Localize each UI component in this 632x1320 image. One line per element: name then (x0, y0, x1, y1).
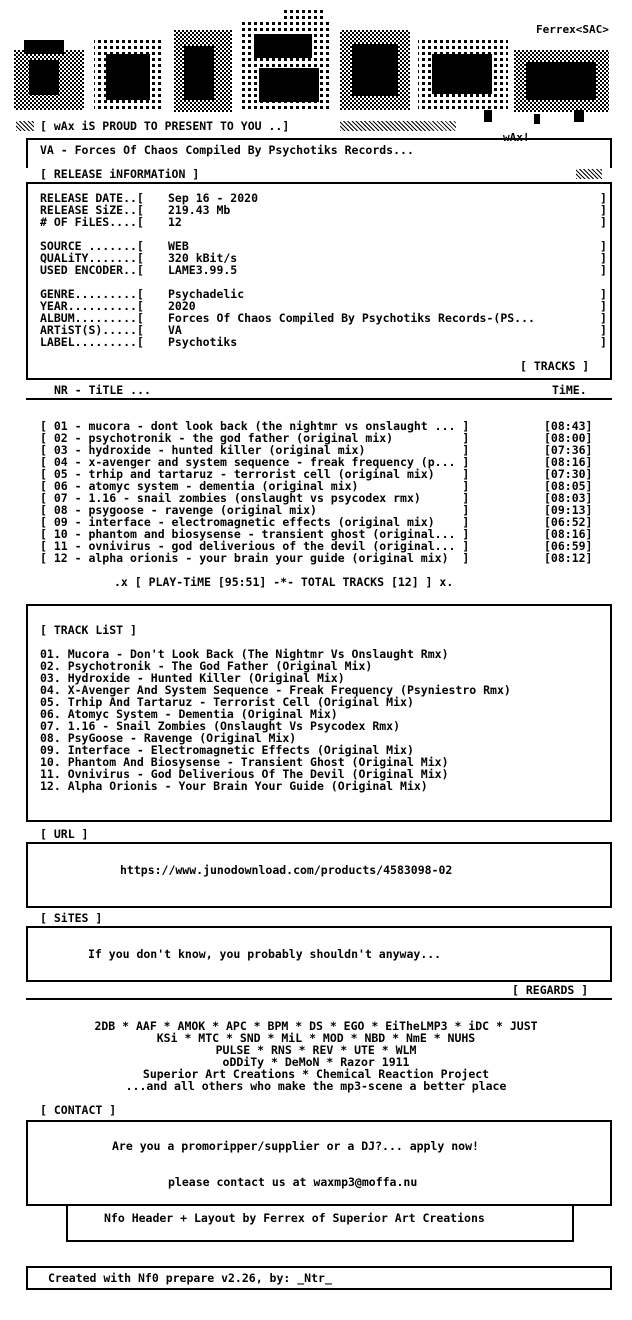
track-list-item: 09. Interface - Electromagnetic Effects (Original Mix) (40, 743, 414, 757)
release-info-label: YEAR..........[ (40, 299, 144, 313)
section-title-contact: [ CONTACT ] (40, 1103, 117, 1117)
track-list-item: 12. Alpha Orionis - Your Brain Your Guide (Original Mix) (40, 779, 428, 793)
release-info-value: 2020 (168, 299, 196, 313)
section-title-regards: [ REGARDS ] (512, 983, 589, 997)
track-row-title: [ 11 - ovnivirus - god deliverious of the devil (original... ] (40, 539, 470, 553)
release-info-label: LABEL.........[ (40, 335, 144, 349)
divider (26, 378, 612, 380)
section-title-release-info: [ RELEASE iNFORMATiON ] (40, 167, 200, 181)
bracket-decor: ] (600, 287, 607, 301)
bracket-decor: ] (600, 263, 607, 277)
hatch-decor (576, 169, 602, 179)
ascii-credit: Ferrex<SAC> (536, 23, 609, 36)
bracket-decor: ] (600, 323, 607, 337)
release-info-value: VA (168, 323, 182, 337)
track-list-item: 11. Ovnivirus - God Deliverious Of The Devil (Original Mix) (40, 767, 449, 781)
track-list-item: 03. Hydroxide - Hunted Killer (Original Mix) (40, 671, 345, 685)
logo-art (14, 10, 614, 128)
track-row-time: [08:00] (544, 431, 593, 445)
track-row-time: [06:52] (544, 515, 593, 529)
release-info-value: Psychadelic (168, 287, 245, 301)
track-row-title: [ 04 - x-avenger and system sequence - freak frequency (p... ] (40, 455, 470, 469)
contact-line-apply: Are you a promoripper/supplier or a DJ?... apply now! (112, 1139, 479, 1153)
playtime-summary: .x [ PLAY-TiME [95:51] -*- TOTAL TRACKS [12] ] x. (114, 575, 454, 589)
divider (26, 998, 612, 1000)
release-info-label: RELEASE SiZE..[ (40, 203, 144, 217)
bracket-decor: ] (600, 251, 607, 265)
track-row-time: [08:43] (544, 419, 593, 433)
track-row-title: [ 12 - alpha orionis - your brain your guide (original mix) ] (40, 551, 470, 565)
track-row-title: [ 09 - interface - electromagnetic effects (original mix) ] (40, 515, 470, 529)
tagline: [ wAx iS PROUD TO PRESENT TO YOU ..] (40, 119, 290, 133)
bracket-decor: ] (600, 203, 607, 217)
track-row-time: [09:13] (544, 503, 593, 517)
release-info-label: ARTiST(S).....[ (40, 323, 144, 337)
contact-box (26, 1120, 612, 1206)
column-header-time: TiME. (552, 383, 587, 397)
bracket-decor: ] (600, 191, 607, 205)
release-info-label: QUALiTY.......[ (40, 251, 144, 265)
release-info-value: 320 kBit/s (168, 251, 238, 265)
track-list-item: 08. PsyGoose - Ravenge (Original Mix) (40, 731, 297, 745)
track-row-title: [ 06 - atomyc system - dementia (original mix) ] (40, 479, 470, 493)
bracket-decor: ] (600, 215, 607, 229)
track-row-time: [08:05] (544, 479, 593, 493)
track-row-title: [ 03 - hydroxide - hunted killer (original mix) ] (40, 443, 470, 457)
created-with: Created with Nf0 prepare v2.26, by: _Ntr_ (48, 1271, 332, 1285)
release-info-label: USED ENCODER..[ (40, 263, 144, 277)
layout-credit: Nfo Header + Layout by Ferrex of Superior Art Creations (104, 1211, 485, 1225)
track-row-time: [06:59] (544, 539, 593, 553)
column-header-title: NR - TiTLE ... (54, 383, 151, 397)
regards-line: PULSE * RNS * REV * UTE * WLM (215, 1043, 417, 1057)
release-info-value: Forces Of Chaos Compiled By Psychotiks Records-(PS... (168, 311, 535, 325)
release-info-value: 219.43 Mb (168, 203, 231, 217)
track-row-title: [ 08 - psygoose - ravenge (original mix) ] (40, 503, 470, 517)
divider (26, 398, 612, 400)
bracket-decor: ] (600, 239, 607, 253)
regards-line: KSi * MTC * SND * MiL * MOD * NBD * NmE * NUHS (156, 1031, 476, 1045)
track-list-item: 06. Atomyc System - Dementia (Original Mix) (40, 707, 338, 721)
section-title-tracks: [ TRACKS ] (520, 359, 590, 373)
track-row-time: [08:16] (544, 455, 593, 469)
track-row-time: [08:03] (544, 491, 593, 505)
track-row-time: [08:16] (544, 527, 593, 541)
wax-ascii-logo (14, 10, 614, 128)
regards-line: ...and all others who make the mp3-scene a better place (125, 1079, 507, 1093)
track-list-item: 04. X-Avenger And System Sequence - Freak Frequency (Psyniestro Rmx) (40, 683, 511, 697)
track-row-title: [ 07 - 1.16 - snail zombies (onslaught vs psycodex rmx) ] (40, 491, 470, 505)
section-title-url: [ URL ] (40, 827, 89, 841)
hatch-decor (16, 121, 34, 131)
sites-text: If you don't know, you probably shouldn't anyway... (88, 947, 442, 961)
track-list-item: 02. Psychotronik - The God Father (Original Mix) (40, 659, 373, 673)
regards-line: Superior Art Creations * Chemical Reaction Project (142, 1067, 490, 1081)
section-title-sites: [ SiTES ] (40, 911, 103, 925)
track-row-time: [07:36] (544, 443, 593, 457)
release-info-value: Sep 16 - 2020 (168, 191, 259, 205)
regards-line: oDDiTy * DeMoN * Razor 1911 (222, 1055, 410, 1069)
contact-email[interactable]: please contact us at waxmp3@moffa.nu (168, 1175, 418, 1189)
bracket-decor: ] (600, 299, 607, 313)
track-row-title: [ 01 - mucora - dont look back (the nightmr vs onslaught ... ] (40, 419, 470, 433)
track-row-time: [08:12] (544, 551, 593, 565)
bracket-decor: ] (600, 311, 607, 325)
release-url-link[interactable]: https://www.junodownload.com/products/4583098-02 (120, 863, 453, 877)
hatch-decor (340, 121, 456, 131)
section-title-track-list: [ TRACK LiST ] (40, 623, 137, 637)
track-list-item: 10. Phantom And Biosysense - Transient Ghost (Original Mix) (40, 755, 449, 769)
track-list-item: 07. 1.16 - Snail Zombies (Onslaught Vs Psycodex Rmx) (40, 719, 401, 733)
release-info-label: # OF FiLES....[ (40, 215, 144, 229)
track-row-time: [07:30] (544, 467, 593, 481)
release-info-value: LAME3.99.5 (168, 263, 238, 277)
release-info-label: RELEASE DATE..[ (40, 191, 144, 205)
track-list-item: 05. Trhip And Tartaruz - Terrorist Cell (Original Mix) (40, 695, 414, 709)
bracket-decor: ] (600, 335, 607, 349)
release-title: VA - Forces Of Chaos Compiled By Psychotiks Records... (40, 143, 414, 157)
track-row-title: [ 02 - psychotronik - the god father (original mix) ] (40, 431, 470, 445)
track-row-title: [ 05 - trhip and tartaruz - terrorist cell (original mix) ] (40, 467, 470, 481)
release-info-label: ALBUM.........[ (40, 311, 144, 325)
track-row-title: [ 10 - phantom and biosysense - transient ghost (original... ] (40, 527, 470, 541)
release-info-label: SOURCE .......[ (40, 239, 144, 253)
regards-line: 2DB * AAF * AMOK * APC * BPM * DS * EGO * EiTheLMP3 * iDC * JUST (94, 1019, 538, 1033)
release-info-label: GENRE.........[ (40, 287, 144, 301)
release-info-value: Psychotiks (168, 335, 238, 349)
wax-tag: wAx! (503, 131, 530, 144)
track-list-item: 01. Mucora - Don't Look Back (The Nightmr Vs Onslaught Rmx) (40, 647, 449, 661)
release-info-value: WEB (168, 239, 189, 253)
release-info-value: 12 (168, 215, 182, 229)
